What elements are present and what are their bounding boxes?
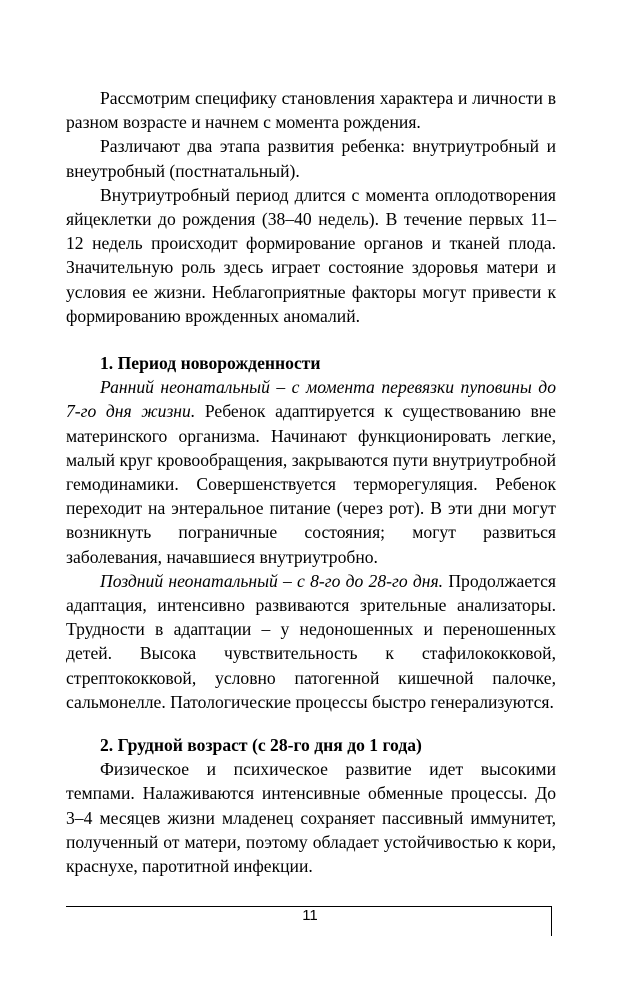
footer-corner-tick xyxy=(551,906,552,936)
intro-paragraph-3: Внутриутробный период длится с момента оплодотворения яйцеклетки до рождения (38–40 недель). В течение первых 11–12 недель происходит формирование органов и тканей плода. Значительную роль здесь играет состояние здоровья матери и условия ее жизни. Неблагоприятные факторы могут привести к формированию врожденных аномалий. xyxy=(66,184,556,326)
intro-paragraph-1: Рассмотрим специфику становления характера и личности в разном возрасте и начнем с момента рождения. xyxy=(66,88,556,133)
early-neonatal-text: Ребенок адаптируется к существованию вне материнского организма. Начинают функционировать легкие, малый круг кровообращения, закрываются пути внутриутробной гемодинамики. Совершенствуется терморегуляция. Ребенок переходит на энтеральное питание (через рот). В эти дни могут возникнуть пограничные состояния; могут развиться заболевания, начавшиеся внутриутробно. xyxy=(66,401,556,567)
page-number: 11 xyxy=(302,907,318,924)
early-neonatal-term: Ранний неонатальный – с момента перевязки пуповины до 7-го дня жизни. xyxy=(66,377,556,422)
late-neonatal-text: Продолжается адаптация, интенсивно развиваются зрительные анализаторы. Трудности в адаптации – у недоношенных и переношенных детей. Высока чувствительность к стафилококковой, стрептококковой, условно патогенной кишечной палочке, сальмонелле. Патологические процессы быстро генерализуются. xyxy=(66,570,556,712)
section-spacer xyxy=(66,328,556,351)
section-1-heading: 1. Период новорожденности xyxy=(100,353,321,374)
section-1-early-paragraph xyxy=(66,375,556,569)
section-1-late-paragraph xyxy=(66,569,556,714)
section-2-paragraph: Физическое и психическое развитие идет высокими темпами. Налаживаются интенсивные обменные процессы. До 3–4 месяцев жизни младенец сохраняет пассивный иммунитет, полученный от матери, поэтому обладает устойчивостью к кори, краснухе, паротитной инфекции. xyxy=(66,759,556,877)
section-spacer xyxy=(66,714,556,733)
late-neonatal-term: Поздний неонатальный – с 8-го до 28-го дня. xyxy=(100,570,444,591)
page-content xyxy=(66,86,556,878)
intro-paragraph-2: Различают два этапа развития ребенка: внутриутробный и внеутробный (постнатальный). xyxy=(66,136,556,181)
section-2-heading: 2. Грудной возраст (с 28-го дня до 1 года) xyxy=(100,735,422,756)
